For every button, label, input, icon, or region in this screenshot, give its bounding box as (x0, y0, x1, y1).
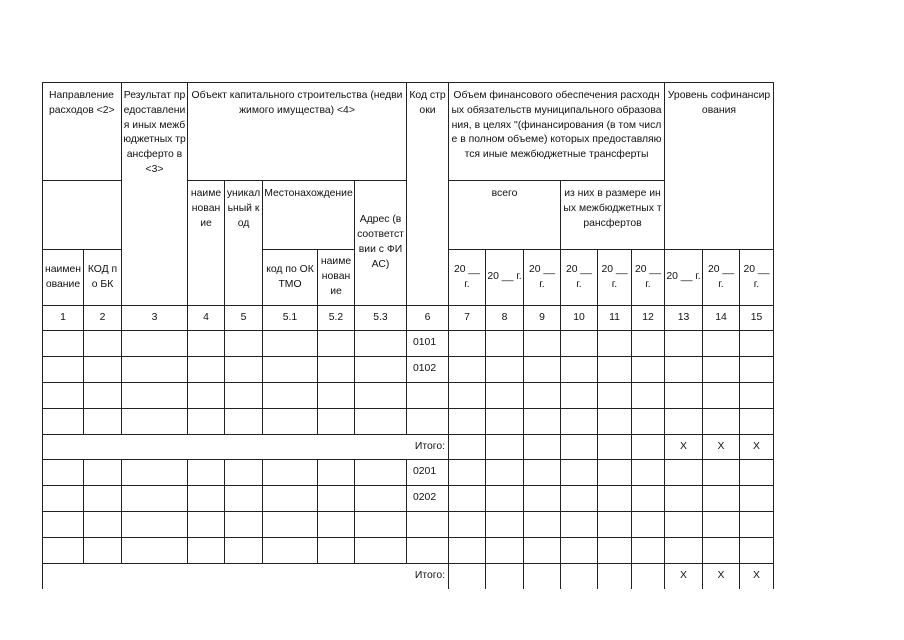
table-cell[interactable] (740, 331, 774, 357)
total-x-mark: X (665, 564, 703, 589)
table-cell[interactable] (225, 538, 263, 564)
column-number: 1 (43, 306, 84, 331)
table-cell[interactable] (632, 460, 665, 486)
header-year-12: 20 __ г. (632, 250, 665, 306)
table-cell[interactable] (561, 383, 598, 409)
column-number: 6 (407, 306, 449, 331)
total-cell[interactable] (524, 435, 561, 460)
table-cell[interactable] (449, 331, 486, 357)
table-cell[interactable] (665, 512, 703, 538)
table-cell[interactable] (43, 486, 84, 512)
table-cell[interactable] (449, 486, 486, 512)
table-cell[interactable] (84, 538, 122, 564)
total-x-mark: X (703, 564, 740, 589)
table-cell[interactable] (122, 331, 188, 357)
table-cell[interactable] (740, 512, 774, 538)
table-cell[interactable] (263, 409, 318, 435)
table-cell[interactable] (632, 409, 665, 435)
header-location-name: наименование (318, 250, 355, 306)
table-cell[interactable] (318, 331, 355, 357)
table-cell[interactable] (84, 331, 122, 357)
table-cell[interactable] (561, 357, 598, 383)
table-cell[interactable] (449, 460, 486, 486)
column-number: 14 (703, 306, 740, 331)
table-cell[interactable] (318, 460, 355, 486)
row-code: 0202 (407, 486, 449, 512)
table-cell[interactable] (524, 538, 561, 564)
table-cell[interactable] (407, 383, 449, 409)
table-cell[interactable] (263, 460, 318, 486)
header-object-name: наименование (188, 181, 225, 306)
total-cell[interactable] (486, 564, 524, 589)
table-cell[interactable] (561, 460, 598, 486)
table-cell[interactable] (43, 512, 84, 538)
table-cell[interactable] (703, 512, 740, 538)
table-cell[interactable] (449, 512, 486, 538)
table-cell[interactable] (632, 357, 665, 383)
total-cell[interactable] (632, 564, 665, 589)
table-cell[interactable] (188, 460, 225, 486)
table-cell[interactable] (188, 409, 225, 435)
table-cell[interactable] (318, 383, 355, 409)
header-year-7: 20 __ г. (449, 250, 486, 306)
table-cell[interactable] (703, 486, 740, 512)
total-cell[interactable] (632, 435, 665, 460)
table-cell[interactable] (263, 331, 318, 357)
table-cell[interactable] (561, 409, 598, 435)
table-cell[interactable] (598, 383, 632, 409)
table-cell[interactable] (665, 331, 703, 357)
table-cell[interactable] (355, 409, 407, 435)
table-cell[interactable] (225, 357, 263, 383)
table-cell[interactable] (486, 460, 524, 486)
table-cell[interactable] (703, 409, 740, 435)
table-cell[interactable] (449, 357, 486, 383)
table-cell[interactable] (263, 486, 318, 512)
total-cell[interactable] (449, 564, 486, 589)
table-cell[interactable] (84, 460, 122, 486)
table-cell[interactable] (407, 538, 449, 564)
table-cell[interactable] (43, 357, 84, 383)
table-cell[interactable] (188, 383, 225, 409)
table-cell[interactable] (449, 383, 486, 409)
table-cell[interactable] (703, 331, 740, 357)
table-cell[interactable] (486, 357, 524, 383)
table-cell[interactable] (122, 486, 188, 512)
row-code: 0101 (407, 331, 449, 357)
table-cell[interactable] (449, 409, 486, 435)
header-address: Адрес (в соответствии с ФИАС) (355, 181, 407, 306)
header-direction-code: КОД по БК (84, 250, 122, 306)
table-cell[interactable] (225, 486, 263, 512)
table-cell[interactable] (703, 383, 740, 409)
total-x-mark: X (740, 435, 774, 460)
column-number: 8 (486, 306, 524, 331)
table-cell[interactable] (598, 512, 632, 538)
table-cell[interactable] (740, 409, 774, 435)
table-cell[interactable] (318, 538, 355, 564)
table-cell[interactable] (524, 486, 561, 512)
table-cell[interactable] (632, 538, 665, 564)
table-cell[interactable] (122, 460, 188, 486)
header-year-15: 20 __ г. (740, 250, 774, 306)
table-cell[interactable] (524, 460, 561, 486)
table-cell[interactable] (632, 486, 665, 512)
table-cell[interactable] (486, 486, 524, 512)
table-cell[interactable] (598, 331, 632, 357)
header-of-them: из них в размере иных межбюджетных трансфертов (561, 181, 665, 250)
header-object: Объект капитального строительства (недвижимого имущества) <4> (188, 83, 407, 181)
table-cell[interactable] (703, 538, 740, 564)
table-cell[interactable] (188, 357, 225, 383)
table-cell[interactable] (665, 486, 703, 512)
header-funding: Объем финансового обеспечения расходных обязательств муниципального образования, в целях "(финансирования (в том числе в полном объеме) которых предоставляются иные межбюджетные трансферты (449, 83, 665, 181)
header-direction-spacer (43, 181, 122, 250)
table-cell[interactable] (122, 383, 188, 409)
table-cell[interactable] (318, 512, 355, 538)
table-cell[interactable] (740, 383, 774, 409)
table-cell[interactable] (598, 460, 632, 486)
table-cell[interactable] (84, 486, 122, 512)
table-cell[interactable] (598, 357, 632, 383)
total-x-mark: X (665, 435, 703, 460)
table-cell[interactable] (486, 409, 524, 435)
budget-form-table (42, 82, 774, 589)
table-cell[interactable] (703, 460, 740, 486)
total-cell[interactable] (598, 564, 632, 589)
header-year-10: 20 __ г. (561, 250, 598, 306)
table-cell[interactable] (449, 538, 486, 564)
table-cell[interactable] (355, 486, 407, 512)
table-cell[interactable] (486, 538, 524, 564)
table-cell[interactable] (524, 331, 561, 357)
row-code: 0201 (407, 460, 449, 486)
header-year-13: 20 __ г. (665, 250, 703, 306)
table-cell[interactable] (665, 383, 703, 409)
table-cell[interactable] (665, 460, 703, 486)
column-number: 5 (225, 306, 263, 331)
column-number: 9 (524, 306, 561, 331)
table-cell[interactable] (263, 512, 318, 538)
total-x-mark: X (740, 564, 774, 589)
table-cell[interactable] (632, 331, 665, 357)
column-number: 11 (598, 306, 632, 331)
table-cell[interactable] (355, 383, 407, 409)
table-cell[interactable] (740, 357, 774, 383)
table-cell[interactable] (43, 409, 84, 435)
row-code: 0102 (407, 357, 449, 383)
table-cell[interactable] (84, 409, 122, 435)
table-cell[interactable] (263, 357, 318, 383)
table-cell[interactable] (225, 460, 263, 486)
table-cell[interactable] (122, 512, 188, 538)
header-cofinancing: Уровень софинансирования (665, 83, 774, 250)
table-cell[interactable] (318, 409, 355, 435)
column-number: 2 (84, 306, 122, 331)
table-cell[interactable] (561, 486, 598, 512)
table-cell[interactable] (703, 357, 740, 383)
table-cell[interactable] (225, 409, 263, 435)
table-cell[interactable] (524, 409, 561, 435)
table-cell[interactable] (665, 409, 703, 435)
table-cell[interactable] (263, 383, 318, 409)
total-cell[interactable] (449, 435, 486, 460)
table-cell[interactable] (84, 512, 122, 538)
table-cell[interactable] (122, 357, 188, 383)
total-label: Итого: (43, 564, 449, 589)
table-cell[interactable] (188, 538, 225, 564)
column-number: 13 (665, 306, 703, 331)
table-cell[interactable] (486, 512, 524, 538)
table-cell[interactable] (524, 357, 561, 383)
column-number: 3 (122, 306, 188, 331)
table-cell[interactable] (43, 460, 84, 486)
table-cell[interactable] (225, 383, 263, 409)
table-cell[interactable] (188, 512, 225, 538)
table-cell[interactable] (355, 538, 407, 564)
table-cell[interactable] (740, 460, 774, 486)
header-direction: Направление расходов <2> (43, 83, 122, 181)
table-cell[interactable] (598, 486, 632, 512)
table-cell[interactable] (355, 512, 407, 538)
header-year-9: 20 __ г. (524, 250, 561, 306)
table-cell[interactable] (225, 331, 263, 357)
total-cell[interactable] (524, 564, 561, 589)
table-cell[interactable] (43, 383, 84, 409)
header-object-code: уникальный код (225, 181, 263, 306)
column-number: 7 (449, 306, 486, 331)
table-cell[interactable] (43, 331, 84, 357)
table-cell[interactable] (561, 331, 598, 357)
table-cell[interactable] (407, 512, 449, 538)
column-number: 15 (740, 306, 774, 331)
table-cell[interactable] (122, 409, 188, 435)
table-cell[interactable] (632, 512, 665, 538)
table-cell[interactable] (407, 409, 449, 435)
column-number: 12 (632, 306, 665, 331)
table-cell[interactable] (561, 538, 598, 564)
total-cell[interactable] (561, 435, 598, 460)
table-cell[interactable] (43, 538, 84, 564)
total-label: Итого: (43, 435, 449, 460)
total-x-mark: X (703, 435, 740, 460)
table-cell[interactable] (84, 357, 122, 383)
table-cell[interactable] (225, 512, 263, 538)
header-year-14: 20 __ г. (703, 250, 740, 306)
total-cell[interactable] (486, 435, 524, 460)
table-cell[interactable] (355, 460, 407, 486)
header-total: всего (449, 181, 561, 250)
header-oktmo: код по ОКТМО (263, 250, 318, 306)
column-number: 5.1 (263, 306, 318, 331)
table-cell[interactable] (355, 357, 407, 383)
column-number: 5.2 (318, 306, 355, 331)
table-cell[interactable] (665, 357, 703, 383)
table-cell[interactable] (740, 538, 774, 564)
table-cell[interactable] (84, 383, 122, 409)
table-cell[interactable] (486, 383, 524, 409)
table-cell[interactable] (740, 486, 774, 512)
header-direction-name: наименование (43, 250, 84, 306)
table-cell[interactable] (188, 331, 225, 357)
table-cell[interactable] (598, 538, 632, 564)
header-code-row: Код строки (407, 83, 449, 306)
table-cell[interactable] (665, 538, 703, 564)
table-cell[interactable] (561, 512, 598, 538)
table-cell[interactable] (122, 538, 188, 564)
total-cell[interactable] (561, 564, 598, 589)
table-cell[interactable] (318, 486, 355, 512)
table-cell[interactable] (263, 538, 318, 564)
header-location: Местонахождение (263, 181, 355, 250)
table-cell[interactable] (524, 512, 561, 538)
column-number: 5.3 (355, 306, 407, 331)
total-cell[interactable] (598, 435, 632, 460)
table-cell[interactable] (188, 486, 225, 512)
table-cell[interactable] (598, 409, 632, 435)
header-result: Результат предоставления иных межбюджетных трансферто в <3> (122, 83, 188, 306)
header-year-8: 20 __ г. (486, 250, 524, 306)
table-cell[interactable] (486, 331, 524, 357)
table-cell[interactable] (524, 383, 561, 409)
column-number: 4 (188, 306, 225, 331)
header-year-11: 20 __ г. (598, 250, 632, 306)
table-cell[interactable] (632, 383, 665, 409)
table-cell[interactable] (355, 331, 407, 357)
table-cell[interactable] (318, 357, 355, 383)
column-number: 10 (561, 306, 598, 331)
